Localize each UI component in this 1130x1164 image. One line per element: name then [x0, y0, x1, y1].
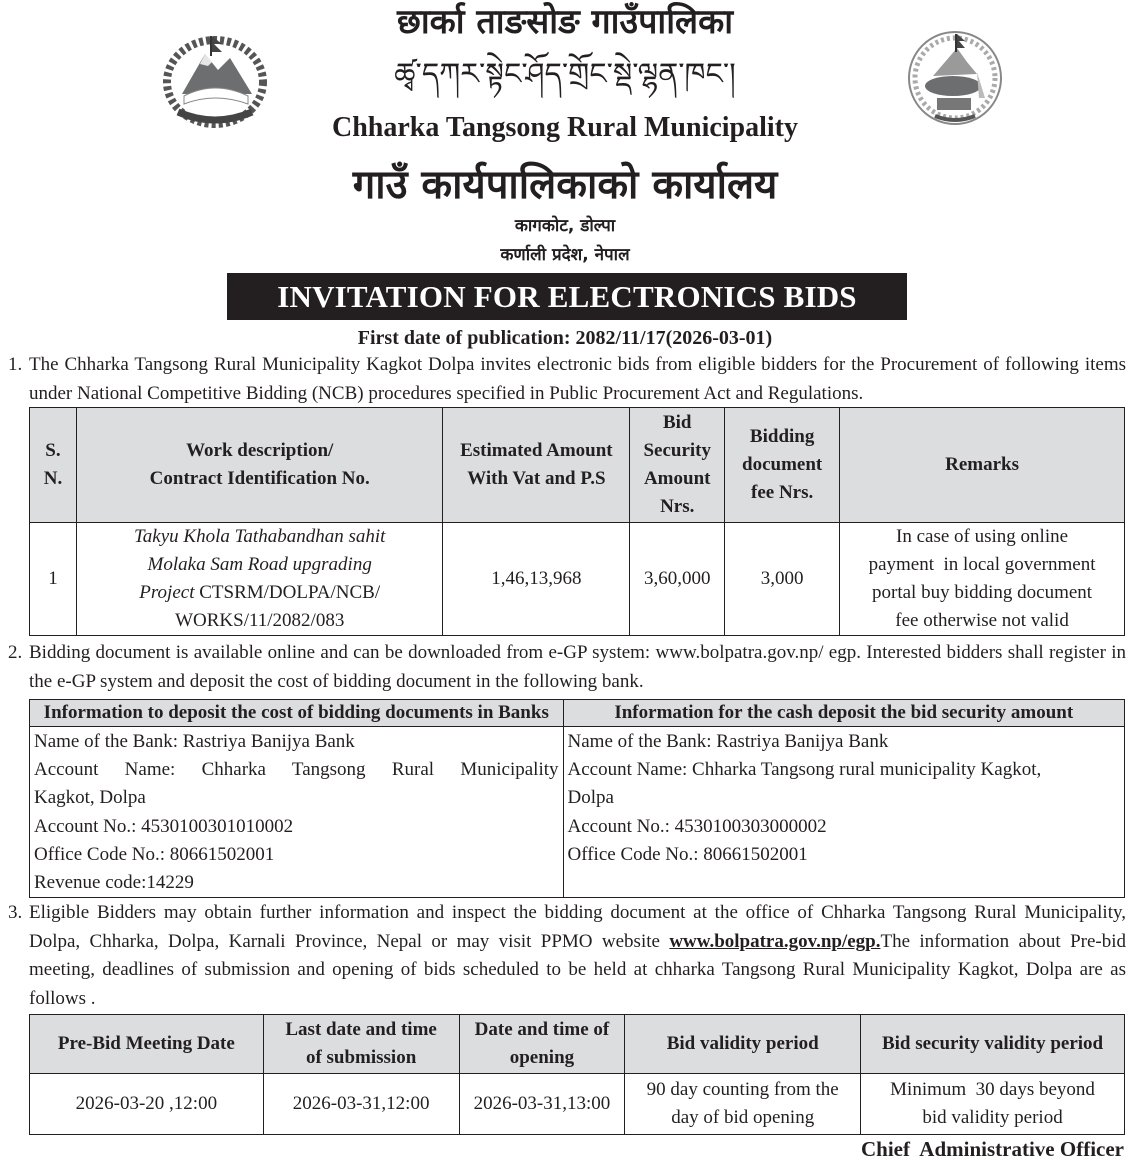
cell-estimated-amount: 1,46,13,968 — [443, 523, 630, 636]
header-bid-security-bank: Information for the cash deposit the bid security amount — [563, 700, 1124, 727]
ppmo-website-link[interactable]: www.bolpatra.gov.np/egp. — [669, 930, 881, 952]
section-number: 2. — [8, 642, 23, 663]
header-sn: S. N. — [30, 408, 77, 523]
table-header-row — [30, 700, 1125, 727]
cell-remarks: In case of using online payment in local government portal buy bidding document fee otherwise not valid — [840, 523, 1125, 636]
section-1-text: The Chharka Tangsong Rural Municipality Kagkot Dolpa invites electronic bids from eligible bidders for the Procurement of following items under National Competitive Bidding (NCB) procedures specified in Public Procurement Act and Regulations. — [29, 354, 1126, 404]
header-bid-security: Bid Security Amount Nrs. — [630, 408, 725, 523]
cell-bid-validity: 90 day counting from the day of bid opening — [625, 1074, 861, 1135]
cell-bid-security: 3,60,000 — [630, 523, 725, 636]
municipality-name-english: Chharka Tangsong Rural Municipality — [331, 112, 799, 143]
cell-opening-date: 2026-03-31,13:00 — [459, 1074, 625, 1135]
header-bid-validity: Bid validity period — [625, 1015, 861, 1074]
office-name-nepali: गाउँ कार्यपालिकाको कार्यालय — [352, 162, 778, 208]
schedule-table — [29, 1014, 1125, 1135]
header-security-validity: Bid security validity period — [861, 1015, 1125, 1074]
cell-sn: 1 — [30, 523, 77, 636]
header-work-description: Work description/ Contract Identification No. — [76, 408, 443, 523]
header-prebid-date: Pre-Bid Meeting Date — [30, 1015, 264, 1074]
cell-work-description: Takyu Khola Tathabandhan sahit Molaka Sam Road upgrading Project CTSRM/DOLPA/NCB/ WORKS/11/2082/083 — [76, 523, 443, 636]
notice-title-banner: INVITATION FOR ELECTRONICS BIDS — [227, 273, 907, 320]
cell-document-fee: 3,000 — [725, 523, 840, 636]
cell-submission-deadline: 2026-03-31,12:00 — [263, 1074, 459, 1135]
section-number: 3. — [8, 902, 23, 923]
header-submission-deadline: Last date and time of submission — [263, 1015, 459, 1074]
signatory-title: Chief Administrative Officer — [860, 1137, 1124, 1161]
header-document-fee: Bidding document fee Nrs. — [725, 408, 840, 523]
cell-document-cost-bank-details: Name of the Bank: Rastriya Banijya Bank Account Name: Chharka Tangsong Rural Municipality Kagkot, Dolpa Account No.: 4530100301010002 Office Code No.: 80661502001 Revenue code:14229 — [30, 727, 564, 898]
header-opening-date: Date and time of opening — [459, 1015, 625, 1074]
municipality-name-nepali: छार्का ताङसोङ गाउँपालिका — [397, 2, 733, 42]
table-row — [30, 727, 1125, 898]
header-remarks: Remarks — [840, 408, 1125, 523]
section-1-paragraph — [8, 351, 1126, 408]
cell-prebid-date: 2026-03-20 ,12:00 — [30, 1074, 264, 1135]
cell-bid-security-bank-details: Name of the Bank: Rastriya Banijya Bank Account Name: Chharka Tangsong rural municipality Kagkot, Dolpa Account No.: 4530100303000002 Office Code No.: 80661502001 — [563, 727, 1124, 898]
address-line-1: कागकोट, डोल्पा — [514, 216, 616, 236]
table-header-row — [30, 408, 1125, 523]
cell-security-validity: Minimum 30 days beyond bid validity period — [861, 1074, 1125, 1135]
table-row — [30, 1074, 1125, 1135]
address-line-2: कर्णाली प्रदेश, नेपाल — [500, 245, 630, 265]
publication-date: First date of publication: 2082/11/17(2026-03-01) — [357, 327, 773, 349]
procurement-table — [29, 407, 1125, 636]
table-header-row — [30, 1015, 1125, 1074]
header-estimated-amount: Estimated Amount With Vat and P.S — [443, 408, 630, 523]
section-2-paragraph — [8, 639, 1126, 696]
section-3-text: Eligible Bidders may obtain further information and inspect the bidding document at the office of Chharka Tangsong Rural Municipality, Dolpa, Chharka, Dolpa, Karnali Province, Nepal or may visit PPMO website www.bolpatra.gov.np/egp.The information about Pre-bid meeting, deadlines of submission and opening of bids scheduled to be held at chharka Tangsong Rural Municipality Kagkot, Dolpa are as follows . — [29, 902, 1127, 1009]
table-row — [30, 523, 1125, 636]
header-document-cost-bank: Information to deposit the cost of bidding documents in Banks — [30, 700, 564, 727]
section-2-text: Bidding document is available online and can be downloaded from e-GP system: www.bolpatra.gov.np/ egp. Interested bidders shall register in the e-GP system and deposit the cost of bidding document in the following bank. — [29, 642, 1126, 692]
bank-info-table — [29, 699, 1125, 898]
municipality-name-tibetan: ཚྭ་དཀར་སྟེང་ཤོད་གྲོང་སྡེ་ལྷན་ཁང་། — [394, 57, 736, 92]
section-3-paragraph — [8, 899, 1126, 1013]
section-number: 1. — [8, 354, 23, 375]
